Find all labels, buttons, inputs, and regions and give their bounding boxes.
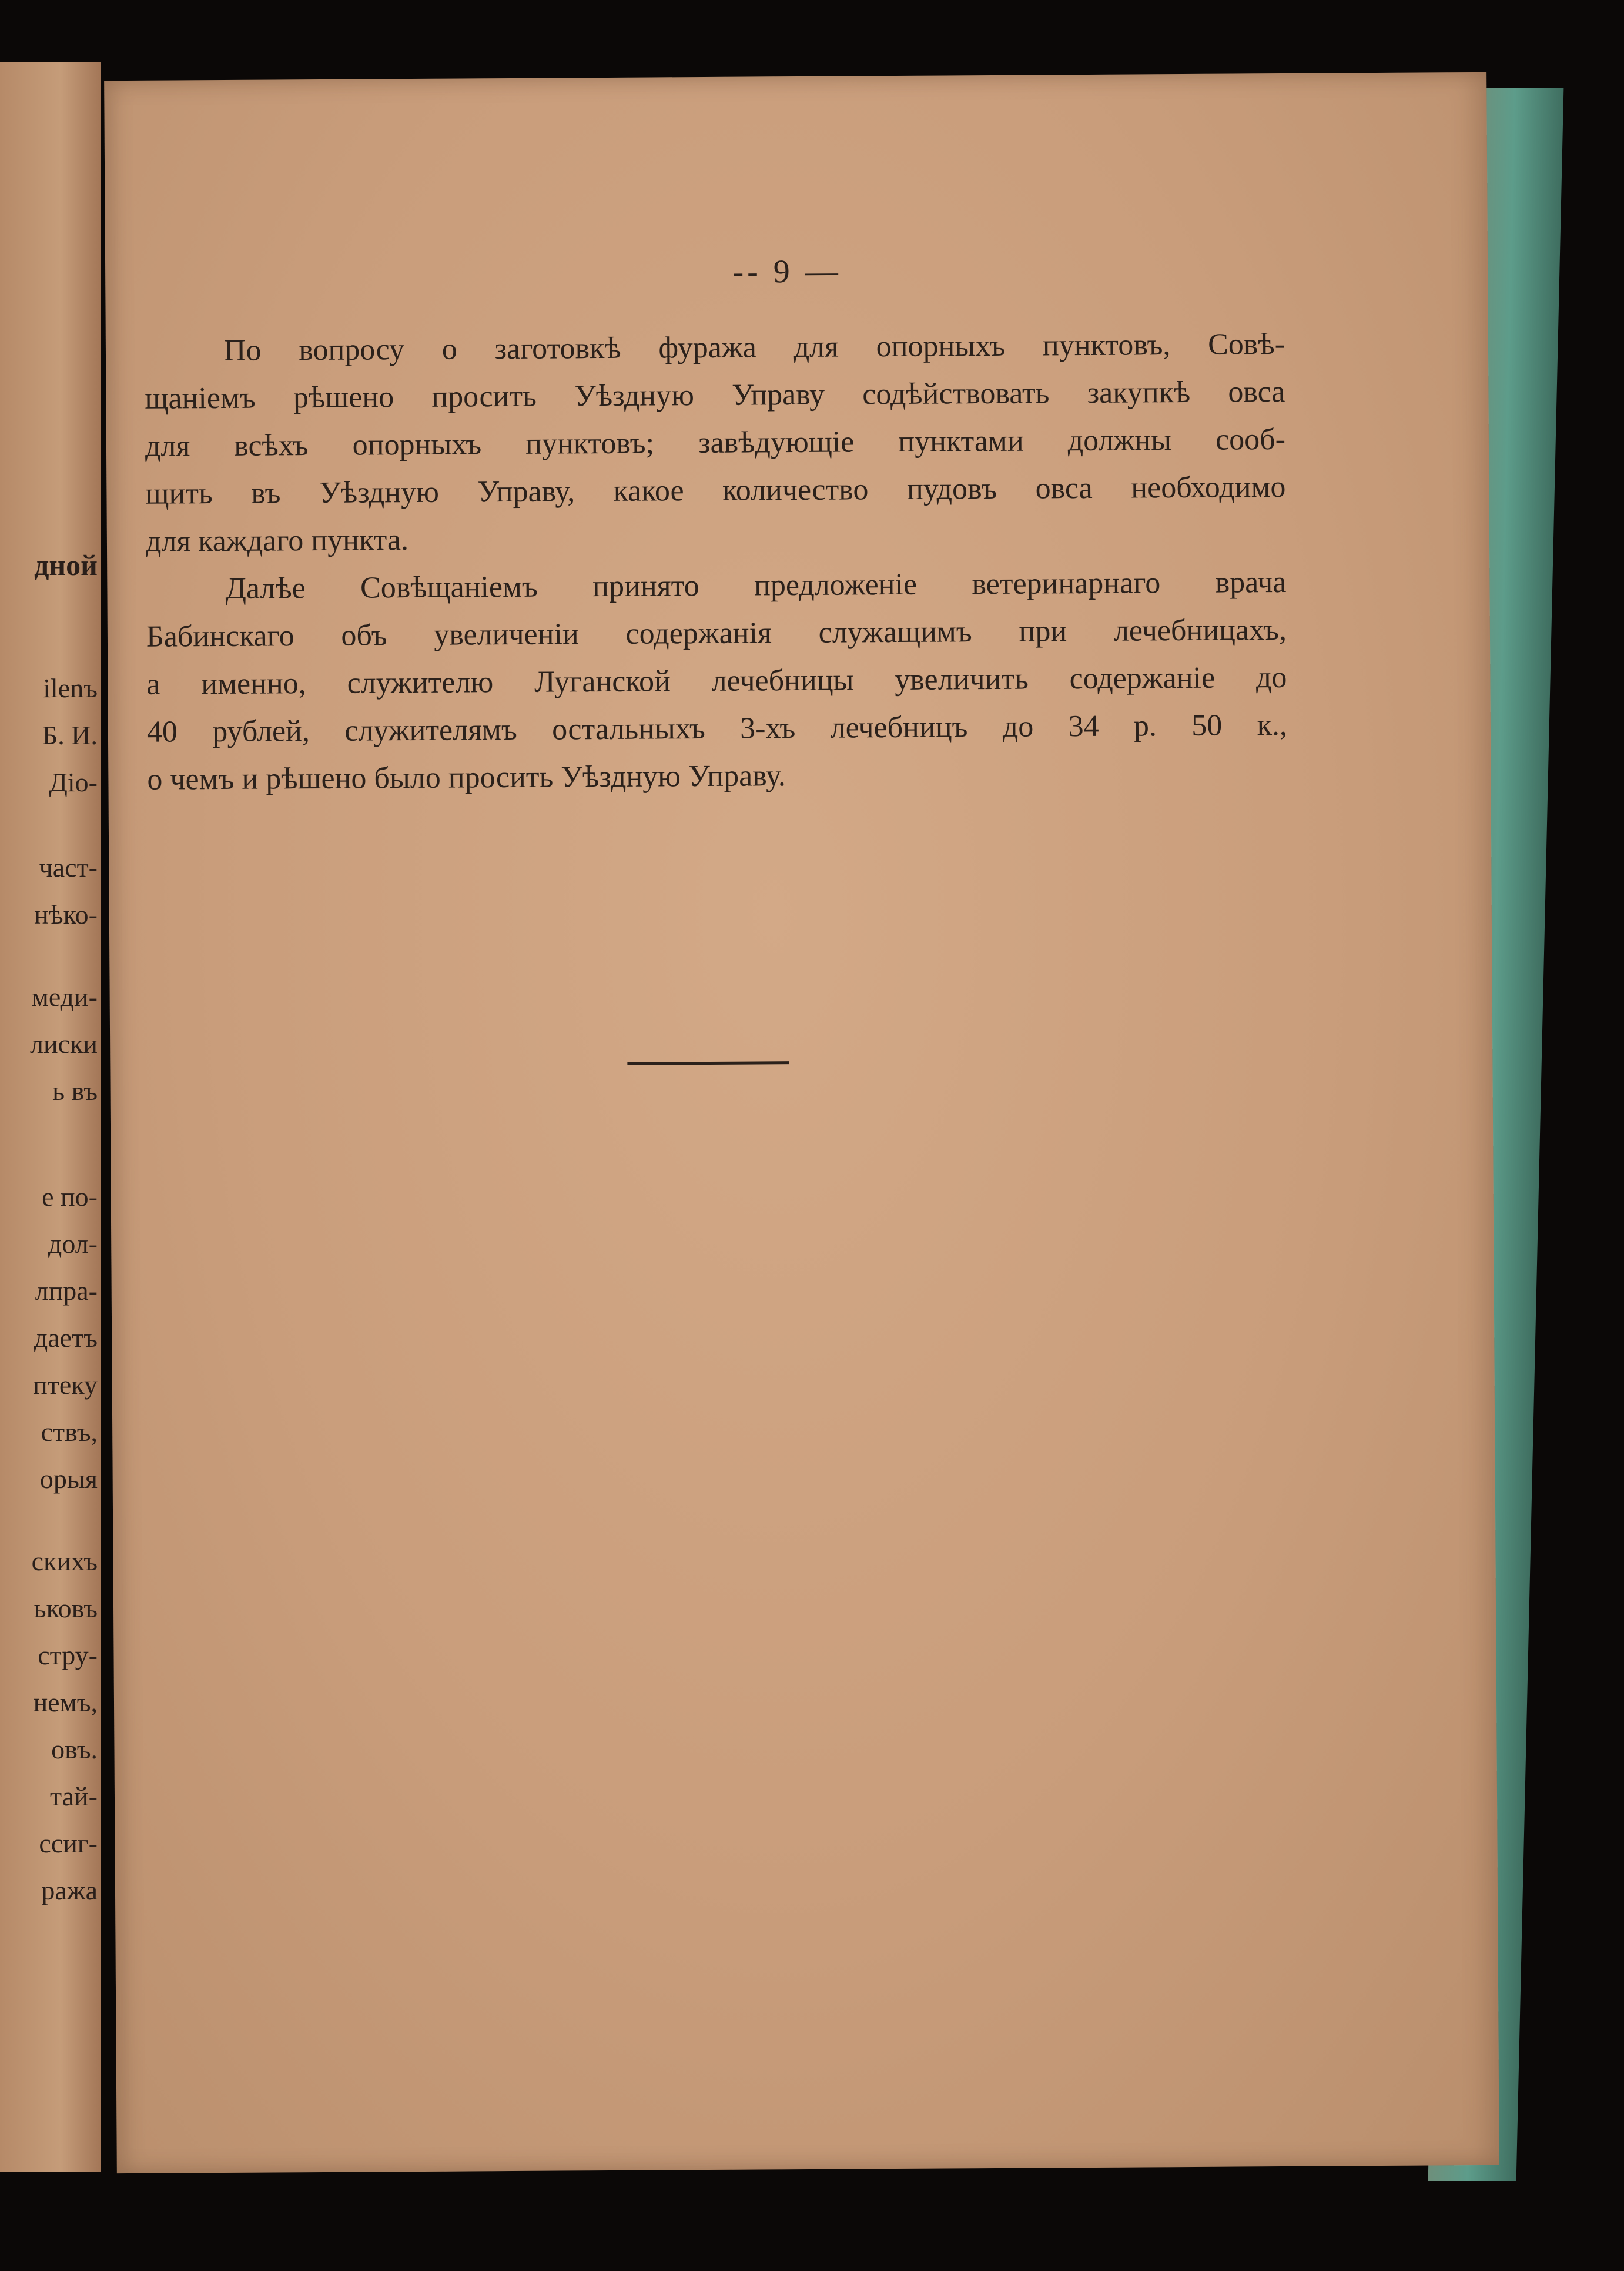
left-page-line: орыя [39,1464,98,1494]
left-page-line: стру- [38,1640,98,1670]
document-page [104,72,1499,2173]
left-page-line: част- [39,852,98,882]
text-line: Далѣе Совѣщаніемъ принято предложеніе ветеринарнаго врача [225,565,1287,606]
left-page-line: лиски [30,1029,98,1059]
text-line: для всѣхъ опорныхъ пунктовъ; завѣдующіе пунктами должны сооб- [145,422,1286,463]
text-line: щить въ Уѣздную Управу, какое количество пудовъ овса необходимо [145,470,1286,511]
left-page-line: ь въ [52,1076,98,1106]
text-line: Бабинскаго объ увеличеніи содержанія служащимъ при лечебницахъ, [146,613,1287,654]
left-page-line: тай- [49,1781,98,1811]
left-page-line: овъ. [51,1734,98,1764]
left-page-line: ьковъ [34,1593,98,1623]
left-page-line: ссиг- [39,1828,98,1858]
left-page-line: немъ, [33,1687,98,1717]
left-page-line: нѣко- [34,899,98,929]
text-line: для каждаго пункта. [145,523,409,558]
left-page-line: ствъ, [41,1417,98,1447]
left-page-line: дной [34,548,98,581]
left-page-line: птеку [33,1370,98,1400]
page-body [145,320,1288,804]
left-page-line: е по- [42,1182,98,1212]
paragraph [145,320,1286,566]
previous-page-edge [0,62,101,2172]
left-page-line: скихъ [31,1546,98,1576]
page-number: -- 9 — [732,253,842,290]
closing-rule [627,1061,789,1065]
text-line: щаніемъ рѣшено просить Уѣздную Управу содѣйствовать закупкѣ овса [145,374,1285,416]
left-page-line: Діо- [49,767,98,797]
text-line: 40 рублей, служителямъ остальныхъ 3-хъ лечебницъ до 34 р. 50 к., [146,708,1288,749]
left-page-line: лпра- [35,1276,98,1306]
left-page-line: дол- [48,1229,98,1259]
text-line: По вопросу о заготовкѣ фуража для опорныхъ пунктовъ, Совѣ- [223,327,1285,367]
left-page-line: ража [41,1875,98,1905]
text-line: а именно, служителю Луганской лечебницы увеличить содержаніе до [146,660,1287,701]
paragraph [146,558,1287,804]
text-line: о чемъ и рѣшено было просить Уѣздную Управу. [147,759,786,797]
left-page-line: меди- [31,982,98,1012]
left-page-line: даетъ [34,1323,98,1353]
left-page-line: ilenъ [43,673,98,703]
left-page-line: Б. И. [42,720,98,750]
